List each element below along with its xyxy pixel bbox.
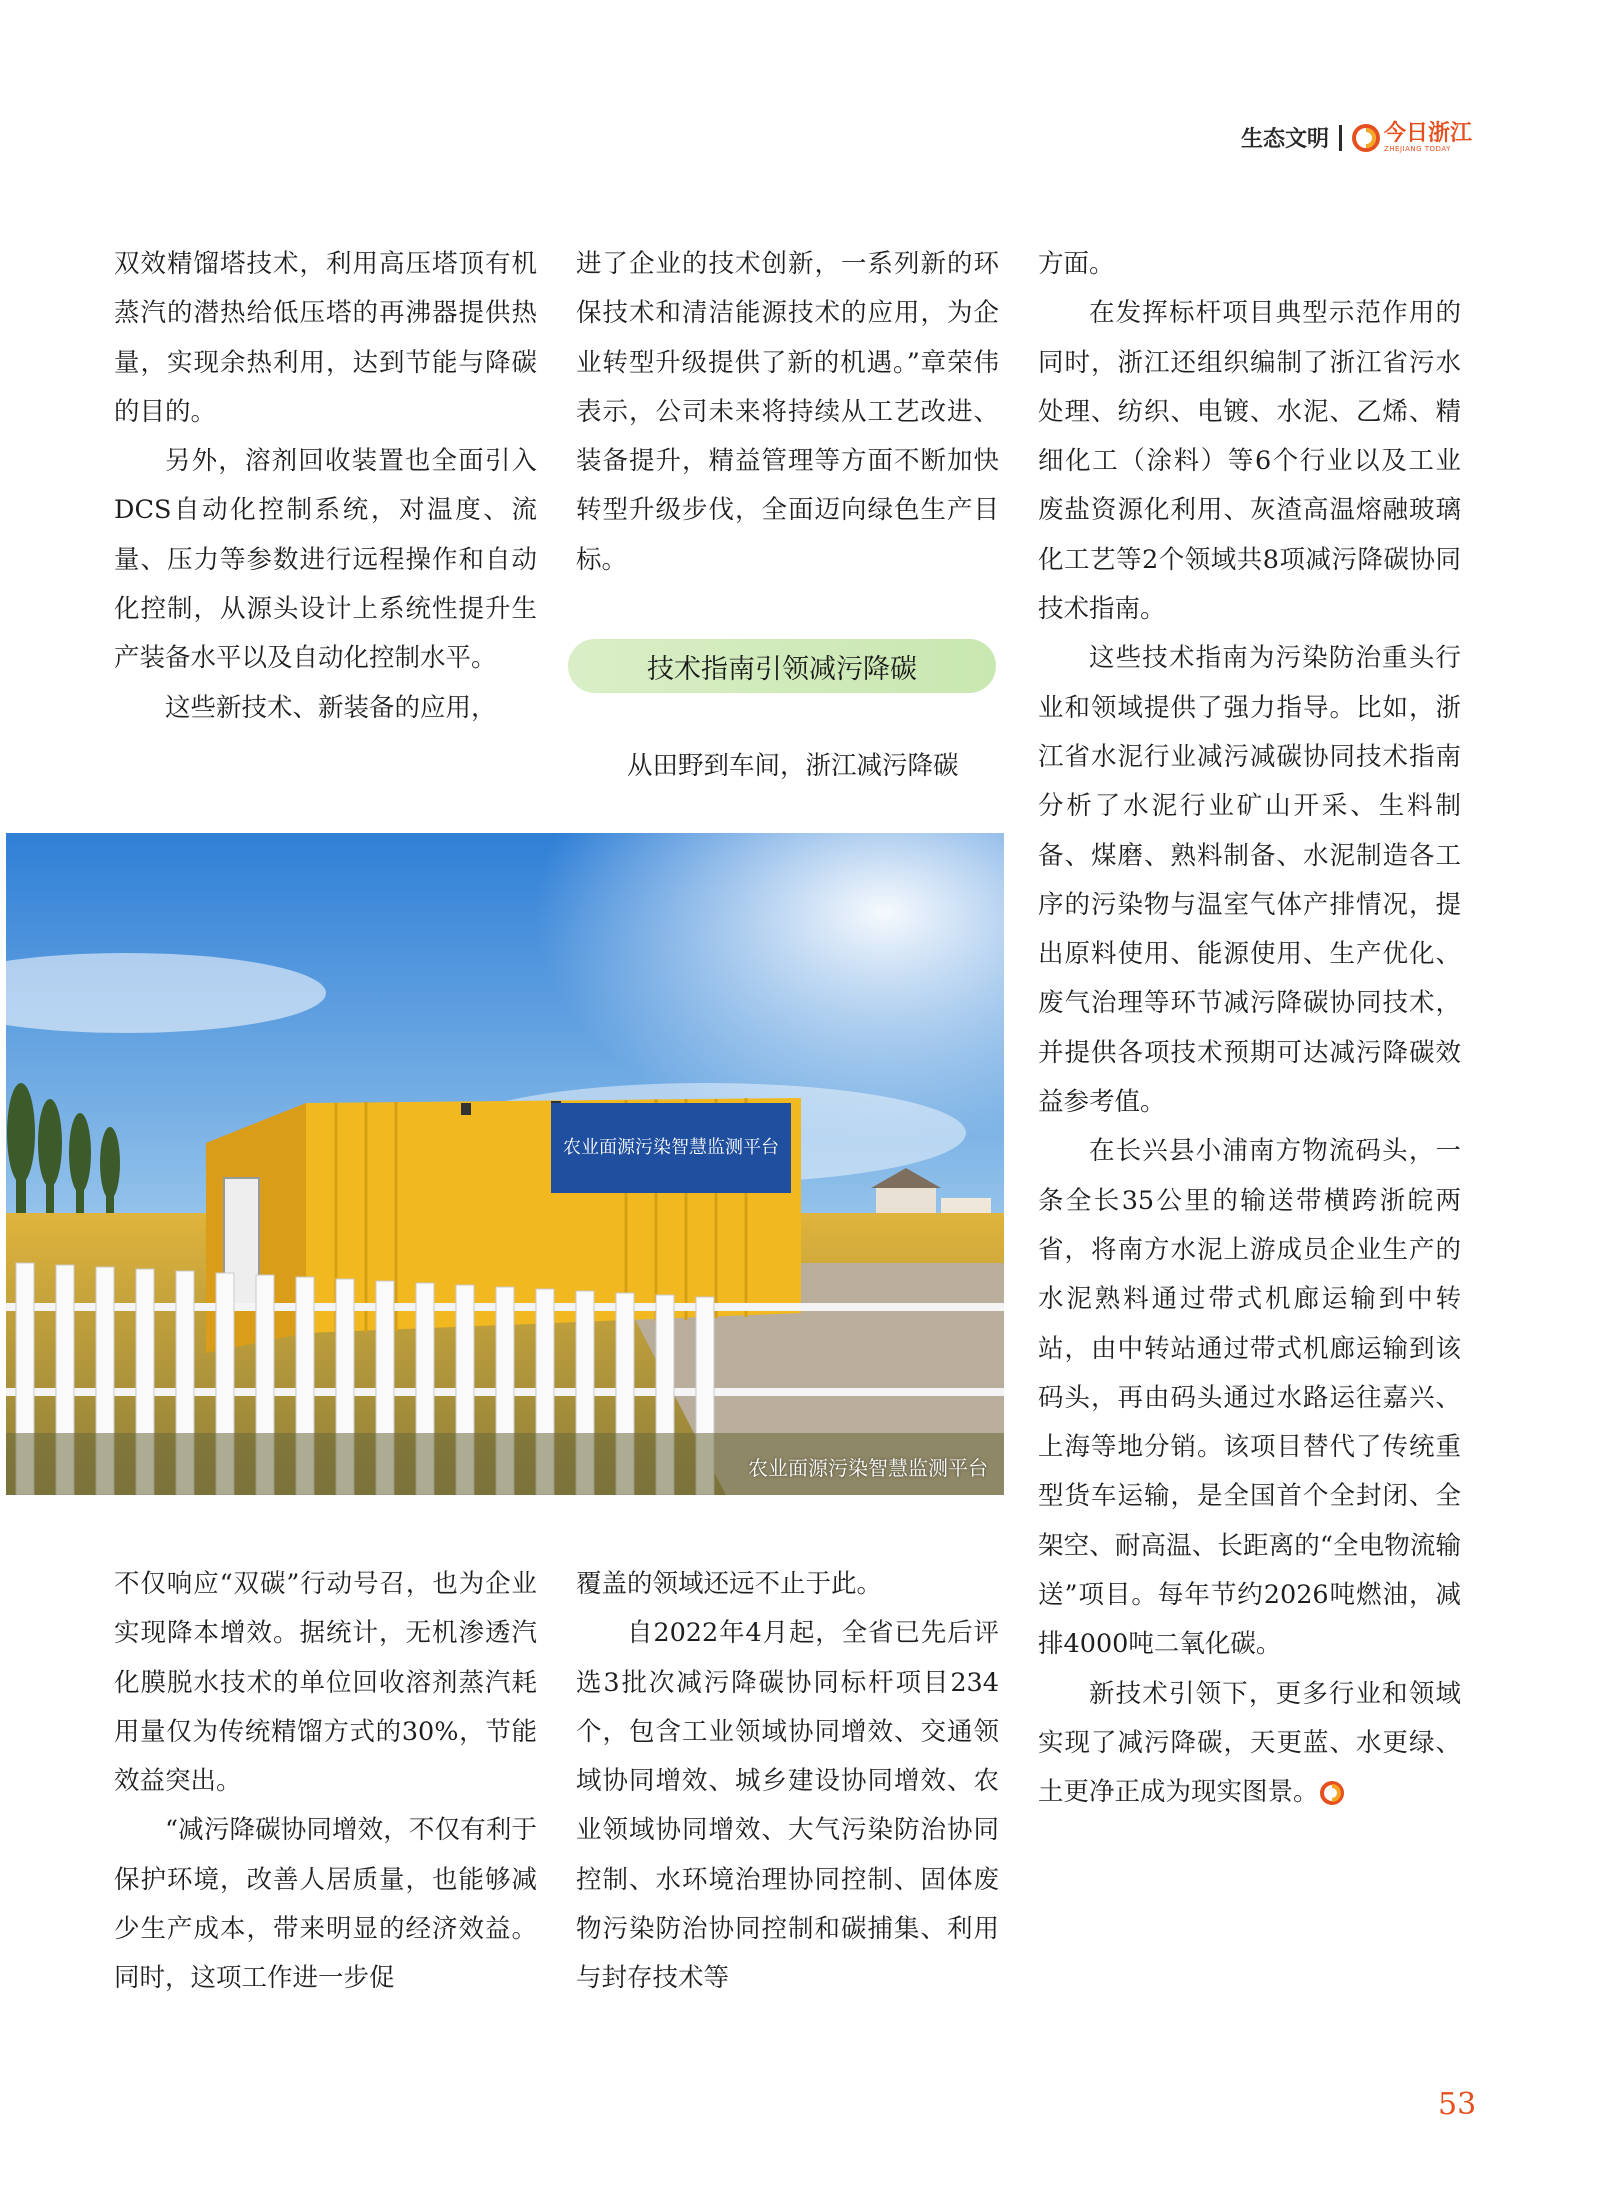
column-3 <box>1038 240 1461 1818</box>
page-number: 53 <box>1438 2087 1477 2122</box>
paragraph: 自2022年4月起，全省已先后评选3批次减污降碳协同标杆项目234个，包含工业领域协同增效、交通领域协同增效、城乡建设协同增效、农业领域协同增效、大气污染防治协同控制、水环境治理协同控制、固体废物污染防治协同控制和碳捕集、利用与封存技术等 <box>576 1618 999 1994</box>
column-1-bottom <box>114 1560 537 2004</box>
paragraph: 不仅响应“双碳”行动号召，也为企业实现降本增效。据统计，无机渗透汽化膜脱水技术的单位回收溶剂蒸汽耗用量仅为传统精馏方式的30%，节能效益突出。 <box>114 1569 537 1797</box>
logo-swirl-icon <box>1352 124 1380 152</box>
logo-subtitle: ZHEJIANG TODAY <box>1383 144 1451 153</box>
subheading: 技术指南引领减污降碳 <box>568 639 996 693</box>
paragraph: 在发挥标杆项目典型示范作用的同时，浙江还组织编制了浙江省污水处理、纺织、电镀、水泥、乙烯、精细化工（涂料）等6个行业以及工业废盐资源化利用、灰渣高温熔融玻璃化工艺等2个领域共8项减污降碳协同技术指南。 <box>1038 298 1461 625</box>
photo-caption: 农业面源污染智慧监测平台 <box>748 1456 988 1480</box>
paragraph: “减污降碳协同增效，不仅有利于保护环境，改善人居质量，也能够减少生产成本，带来明显的经济效益。同时，这项工作进一步促 <box>114 1815 537 1994</box>
paragraph: 进了企业的技术创新，一系列新的环保技术和清洁能源技术的应用，为企业转型升级提供了新的机遇。”章荣伟表示，公司未来将持续从工艺改进、装备提升，精益管理等方面不断加快转型升级步伐，全面迈向绿色生产目标。 <box>576 249 999 575</box>
header-divider <box>1339 125 1342 151</box>
paragraph: 覆盖的领域还远不止于此。 <box>576 1569 883 1599</box>
magazine-logo <box>1352 120 1472 153</box>
paragraph-final-text: 新技术引领下，更多行业和领域实现了减污降碳，天更蓝、水更绿、土更净正成为现实图景。 <box>1038 1678 1461 1808</box>
section-label: 生态文明 <box>1240 127 1329 152</box>
container-sign-text: 农业面源污染智慧监测平台 <box>563 1137 779 1158</box>
logo-name: 今日浙江 <box>1383 120 1472 146</box>
column-2-bottom <box>576 1560 999 2004</box>
end-mark-icon <box>1319 1780 1345 1806</box>
paragraph: 方面。 <box>1038 249 1115 279</box>
paragraph: 双效精馏塔技术，利用高压塔顶有机蒸汽的潜热给低压塔的再沸器提供热量，实现余热利用，达到节能与降碳的目的。 <box>114 249 537 427</box>
column-2-top <box>576 240 999 585</box>
photo-illustration <box>6 833 1004 1495</box>
paragraph: 这些技术指南为污染防治重头行业和领域提供了强力指导。比如，浙江省水泥行业减污减碳协同技术指南分析了水泥行业矿山开采、生料制备、煤磨、熟料制备、水泥制造各工序的污染物与温室气体产排情况，提出原料使用、能源使用、生产优化、废气治理等环节减污降碳协同技术，并提供各项技术预期可达减污降碳效益参考值。 <box>1038 643 1461 1118</box>
paragraph: 从田野到车间，浙江减污降碳 <box>627 751 959 781</box>
paragraph: 这些新技术、新装备的应用， <box>165 692 497 723</box>
paragraph: 在长兴县小浦南方物流码头，一条全长35公里的输送带横跨浙皖两省，将南方水泥上游成员企业生产的水泥熟料通过带式机廊运输到中转站，由中转站通过带式机廊运输到该码头，再由码头通过水路运往嘉兴、上海等地分销。该项目替代了传统重型货车运输，是全国首个全封闭、全架空、耐高温、长距离的“全电物流输送”项目。每年节约2026吨燃油，减排4000吨二氧化碳。 <box>1038 1136 1461 1660</box>
monitoring-station-photo <box>6 833 1004 1495</box>
page-header <box>1241 122 1472 153</box>
column-1-top <box>114 240 537 733</box>
column-2-top-continued <box>576 742 999 791</box>
paragraph-final <box>1038 1670 1461 1818</box>
paragraph: 另外，溶剂回收装置也全面引入DCS自动化控制系统，对温度、流量、压力等参数进行远程操作和自动化控制，从源头设计上系统性提升生产装备水平以及自动化控制水平。 <box>114 446 537 674</box>
